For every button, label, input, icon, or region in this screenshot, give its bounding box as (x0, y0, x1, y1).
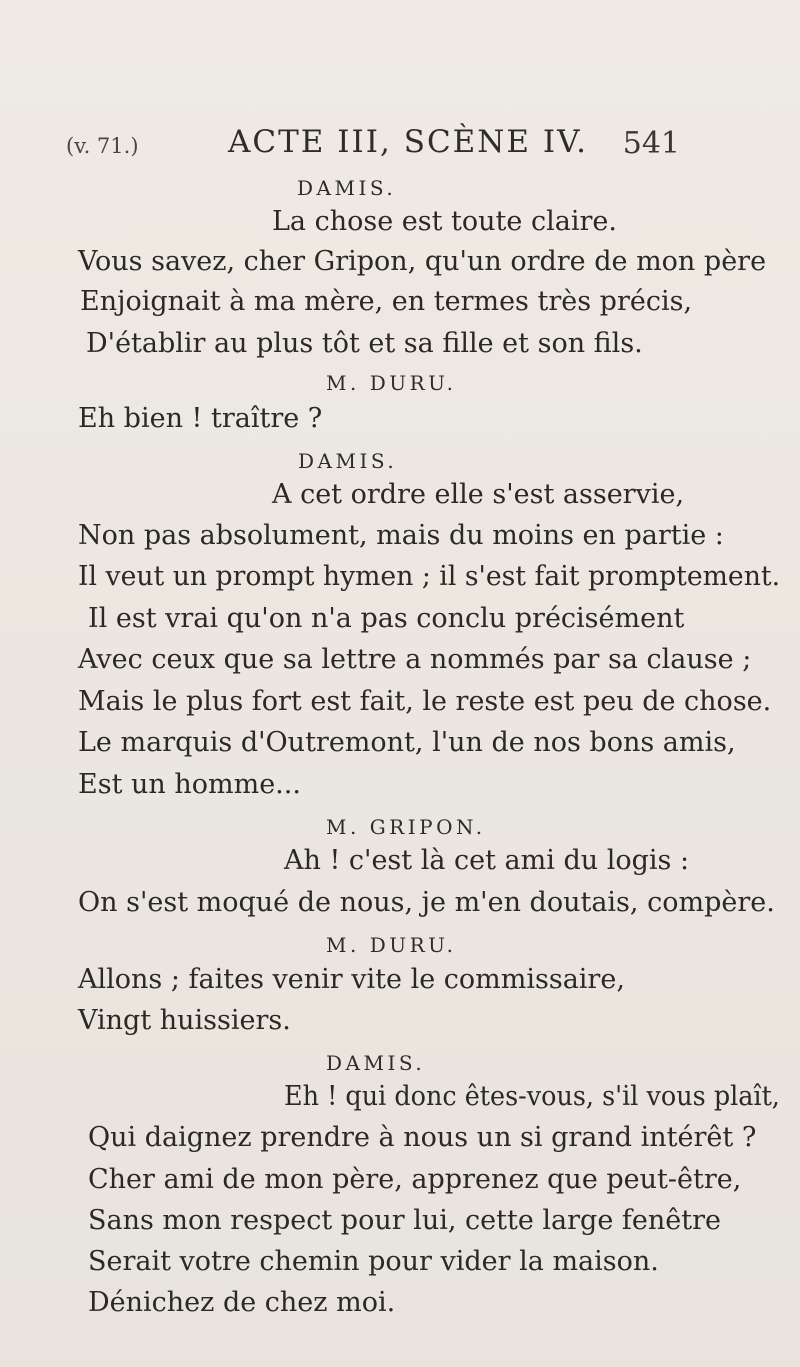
verse-line: Vous savez, cher Gripon, qu'un ordre de mon père (78, 246, 767, 277)
verse-line: Non pas absolument, mais du moins en partie : (78, 520, 724, 551)
verse-line: A cet ordre elle s'est asservie, (272, 479, 685, 510)
verse-line: Enjoignait à ma mère, en termes très précis, (80, 286, 693, 317)
verse-line: Avec ceux que sa lettre a nommés par sa clause ; (78, 644, 752, 675)
running-header (0, 122, 800, 172)
speaker-name: DAMIS. (326, 1051, 426, 1075)
verse-line: Il est vrai qu'on n'a pas conclu précisément (88, 603, 685, 634)
verse-line: Eh bien ! traître ? (78, 403, 323, 434)
verse-line: Il veut un prompt hymen ; il s'est fait promptement. (78, 561, 781, 592)
verse-line: Sans mon respect pour lui, cette large fenêtre (88, 1205, 721, 1236)
verse-line: On s'est moqué de nous, je m'en doutais, compère. (78, 887, 775, 918)
verse-line: Dénichez de chez moi. (88, 1287, 396, 1318)
verse-line: La chose est toute claire. (272, 206, 617, 237)
verse-line: Ah ! c'est là cet ami du logis : (284, 845, 690, 876)
speaker-name: M. DURU. (326, 933, 457, 957)
verse-reference: (v. 71.) (66, 134, 139, 158)
verse-line: Serait votre chemin pour vider la maison. (88, 1246, 659, 1277)
verse-line: Est un homme... (78, 769, 301, 800)
page-number: 541 (622, 126, 680, 161)
verse-line: Allons ; faites venir vite le commissaire, (78, 964, 625, 995)
verse-line: Mais le plus fort est fait, le reste est peu de chose. (78, 686, 772, 717)
verse-line: Qui daignez prendre à nous un si grand intérêt ? (88, 1122, 757, 1153)
speaker-name: DAMIS. (298, 449, 398, 473)
verse-line: Eh ! qui donc êtes-vous, s'il vous plaît, (284, 1081, 780, 1112)
verse-line: Vingt huissiers. (78, 1005, 291, 1036)
verse-line: Cher ami de mon père, apprenez que peut-être, (88, 1164, 742, 1195)
speaker-name: M. DURU. (326, 371, 457, 395)
speaker-name: DAMIS. (297, 176, 397, 200)
verse-line: D'établir au plus tôt et sa fille et son fils. (86, 328, 643, 359)
running-title: ACTE III, SCÈNE IV. (228, 124, 588, 160)
verse-line: Le marquis d'Outremont, l'un de nos bons amis, (78, 727, 736, 758)
speaker-name: M. GRIPON. (326, 815, 486, 839)
